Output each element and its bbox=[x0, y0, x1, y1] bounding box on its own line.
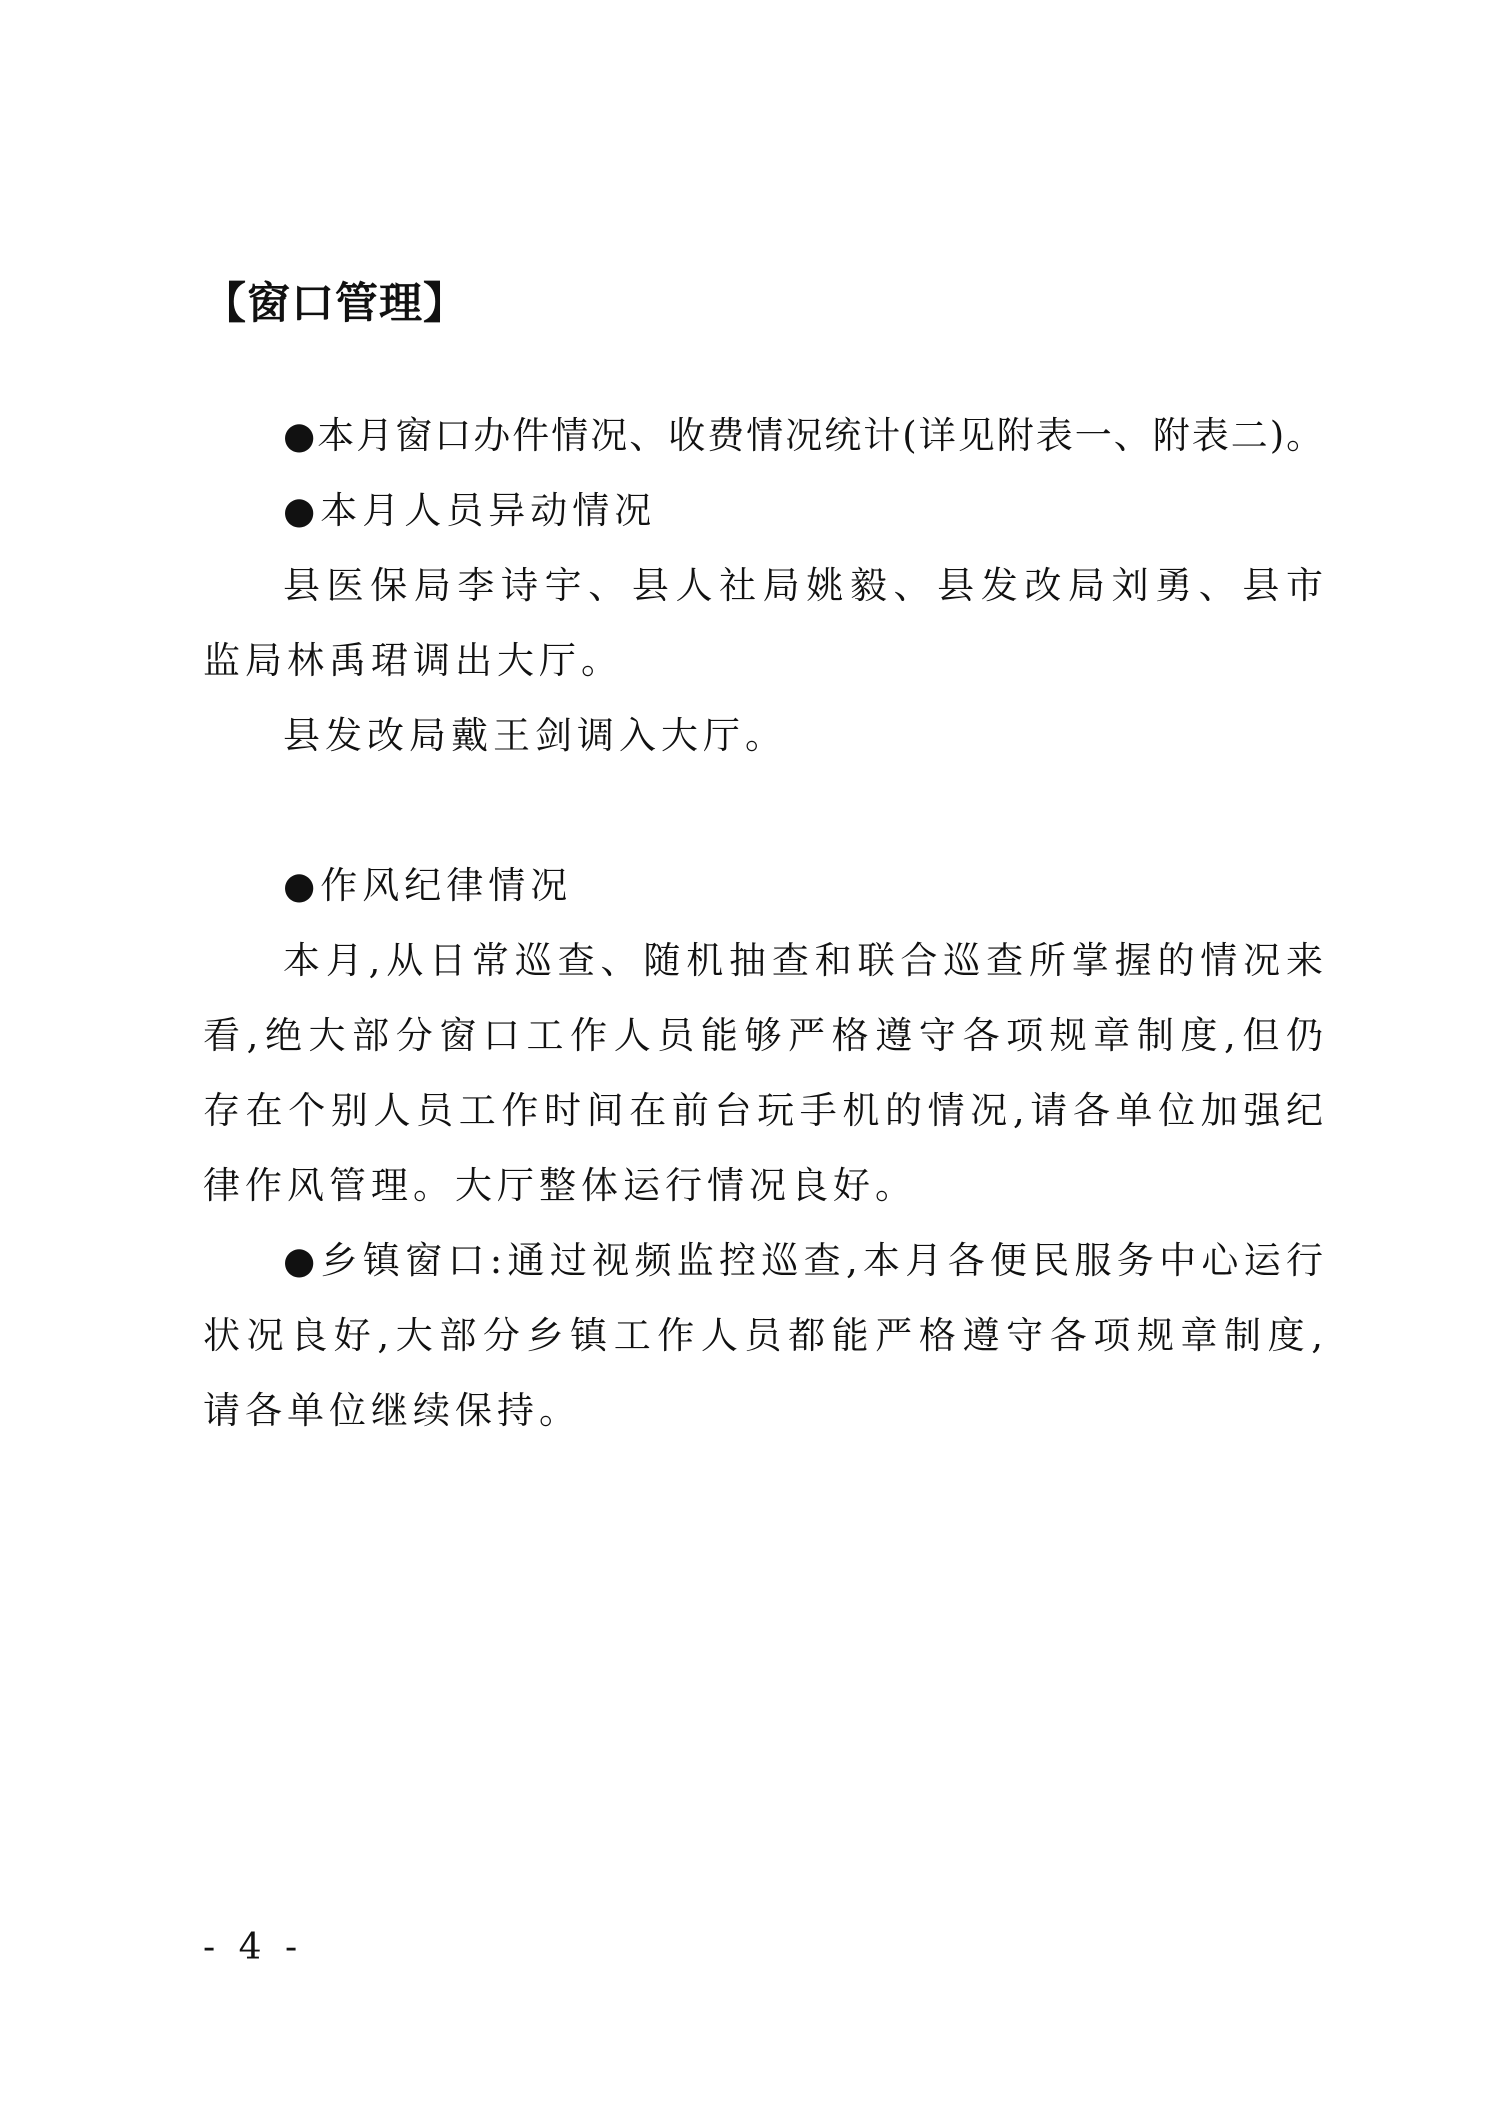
paragraph-staff-transferred-out: 县医保局李诗宇、县人社局姚毅、县发改局刘勇、县市监局林禹珺调出大厅。 bbox=[203, 564, 1328, 682]
paragraph-discipline-heading: ●作风纪律情况 bbox=[283, 864, 573, 907]
paragraph-statistics: ●本月窗口办件情况、收费情况统计(详见附表一、附表二)。 bbox=[283, 414, 1326, 457]
page-number: - 4 - bbox=[203, 1927, 304, 1968]
paragraph-discipline-details: 本月,从日常巡查、随机抽查和联合巡查所掌握的情况来看,绝大部分窗口工作人员能够严格遵守各项规章制度,但仍存在个别人员工作时间在前台玩手机的情况,请各单位加强纪律作风管理。大厅整体运行情况良好。 bbox=[203, 939, 1328, 1207]
section-title: 【窗口管理】 bbox=[203, 279, 467, 329]
paragraph-township-windows: ●乡镇窗口:通过视频监控巡查,本月各便民服务中心运行状况良好,大部分乡镇工作人员都能严格遵守各项规章制度,请各单位继续保持。 bbox=[203, 1239, 1328, 1432]
paragraph-staff-changes-heading: ●本月人员异动情况 bbox=[283, 489, 657, 532]
paragraph-staff-transferred-in: 县发改局戴王剑调入大厅。 bbox=[283, 714, 787, 757]
